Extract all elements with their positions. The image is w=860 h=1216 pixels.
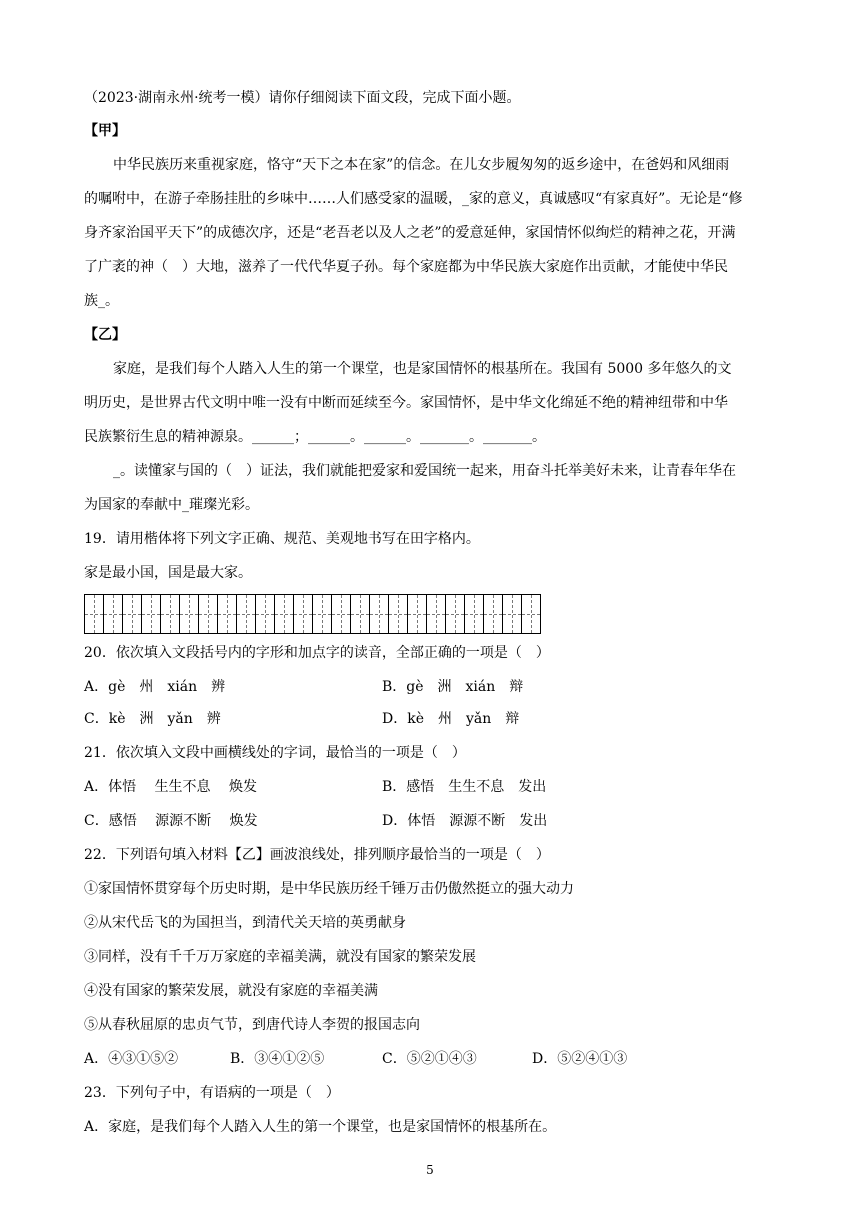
- q22-item-4: ④没有国家的繁荣发展，就没有家庭的幸福美满: [84, 983, 378, 999]
- jia-line-2: 的嘱咐中，在游子牵肠挂肚的乡味中……人们感受家的温暖，_家的意义，真诚感叹“有家真好”。无论是“修: [84, 191, 743, 207]
- tianzige-cell[interactable]: [351, 595, 370, 633]
- yi-line-5: 为国家的奉献中_璀璨光彩。: [84, 497, 259, 513]
- q22-option-b[interactable]: B．③④①②⑤: [230, 1051, 325, 1067]
- tianzige-cell[interactable]: [294, 595, 313, 633]
- tianzige-cell[interactable]: [180, 595, 199, 633]
- q23-option-a[interactable]: A．家庭，是我们每个人踏入人生的第一个课堂，也是家国情怀的根基所在。: [84, 1119, 557, 1135]
- yi-line-3: 民族繁衍生息的精神源泉。______；______。______。_______。_______。: [84, 429, 546, 445]
- q22-option-d[interactable]: D．⑤②④①③: [532, 1051, 628, 1067]
- q21-option-b[interactable]: B．感悟 生生不息 发出: [382, 779, 547, 795]
- tianzige-cell[interactable]: [370, 595, 389, 633]
- q19-stem: 19．请用楷体将下列文字正确、规范、美观地书写在田字格内。: [84, 531, 480, 547]
- section-tag-yi: 【乙】: [84, 327, 126, 343]
- q19-text: 家是最小国，国是最大家。: [84, 565, 252, 581]
- yi-line-4: _。读懂家与国的（ ）证法，我们就能把爱家和爱国统一起来，用奋斗托举美好未来，让青春年华在: [113, 463, 736, 479]
- page-number: 5: [426, 1163, 434, 1177]
- q22-option-c[interactable]: C．⑤②①④③: [382, 1051, 477, 1067]
- q20-option-a[interactable]: A．gè 州 xián 辨: [84, 679, 226, 695]
- tianzige-cell[interactable]: [389, 595, 408, 633]
- jia-line-1: 中华民族历来重视家庭，恪守“天下之本在家”的信念。在儿女步履匆匆的返乡途中，在爸妈和风细雨: [113, 157, 730, 173]
- tianzige-cell[interactable]: [313, 595, 332, 633]
- q21-option-c[interactable]: C．感悟 源源不断 焕发: [84, 813, 258, 829]
- q20-option-b[interactable]: B．gè 洲 xián 辩: [382, 679, 524, 695]
- tianzige-cell[interactable]: [522, 595, 541, 633]
- q20-stem: 20．依次填入文段括号内的字形和加点字的读音，全部正确的一项是（ ）: [84, 645, 550, 661]
- tianzige-cell[interactable]: [104, 595, 123, 633]
- tianzige-cell[interactable]: [123, 595, 142, 633]
- q20-option-d[interactable]: D．kè 州 yǎn 辩: [382, 711, 520, 727]
- tianzige-cell[interactable]: [427, 595, 446, 633]
- tianzige-cell[interactable]: [85, 595, 104, 633]
- q23-stem: 23．下列句子中，有语病的一项是（ ）: [84, 1085, 340, 1101]
- section-tag-jia: 【甲】: [84, 123, 126, 139]
- tianzige-cell[interactable]: [237, 595, 256, 633]
- q22-item-2: ②从宋代岳飞的为国担当，到清代关天培的英勇献身: [84, 915, 406, 931]
- q22-item-5: ⑤从春秋屈原的忠贞气节，到唐代诗人李贺的报国志向: [84, 1017, 420, 1033]
- tianzige-cell[interactable]: [332, 595, 351, 633]
- tianzige-cell[interactable]: [218, 595, 237, 633]
- tianzige-cell[interactable]: [465, 595, 484, 633]
- q22-item-3: ③同样，没有千千万万家庭的幸福美满，就没有国家的繁荣发展: [84, 949, 476, 965]
- jia-line-3: 身齐家治国平天下”的成德次序，还是“老吾老以及人之老”的爱意延伸，家国情怀似绚烂的精神之花，开满: [84, 225, 736, 241]
- tianzige-cell[interactable]: [142, 595, 161, 633]
- tianzige-grid[interactable]: [84, 594, 541, 634]
- q20-option-c[interactable]: C．kè 洲 yǎn 辨: [84, 711, 221, 727]
- tianzige-cell[interactable]: [408, 595, 427, 633]
- tianzige-cell[interactable]: [256, 595, 275, 633]
- q21-option-a[interactable]: A．体悟 生生不息 焕发: [84, 779, 258, 795]
- q21-stem: 21．依次填入文段中画横线处的字词，最恰当的一项是（ ）: [84, 745, 466, 761]
- tianzige-cell[interactable]: [161, 595, 180, 633]
- tianzige-cell[interactable]: [446, 595, 465, 633]
- yi-line-1: 家庭，是我们每个人踏入人生的第一个课堂，也是家国情怀的根基所在。我国有 5000 多年悠久的文: [113, 361, 732, 377]
- jia-line-4: 了广袤的神（ ）大地，滋养了一代代华夏子孙。每个家庭都为中华民族大家庭作出贡献，才能使中华民: [84, 259, 728, 275]
- tianzige-cell[interactable]: [503, 595, 522, 633]
- q22-item-1: ①家国情怀贯穿每个历史时期，是中华民族历经千锤万击仍傲然挺立的强大动力: [84, 881, 574, 897]
- yi-line-2: 明历史，是世界古代文明中唯一没有中断而延续至今。家国情怀，是中华文化绵延不绝的精神纽带和中华: [84, 395, 728, 411]
- jia-line-5: 族_。: [84, 293, 119, 309]
- source-intro: （2023·湖南永州·统考一模）请你仔细阅读下面文段，完成下面小题。: [84, 90, 521, 106]
- tianzige-cell[interactable]: [275, 595, 294, 633]
- q22-option-a[interactable]: A．④③①⑤②: [84, 1051, 179, 1067]
- q21-option-d[interactable]: D．体悟 源源不断 发出: [382, 813, 548, 829]
- tianzige-cell[interactable]: [199, 595, 218, 633]
- q22-stem: 22．下列语句填入材料【乙】画波浪线处，排列顺序最恰当的一项是（ ）: [84, 847, 550, 863]
- tianzige-cell[interactable]: [484, 595, 503, 633]
